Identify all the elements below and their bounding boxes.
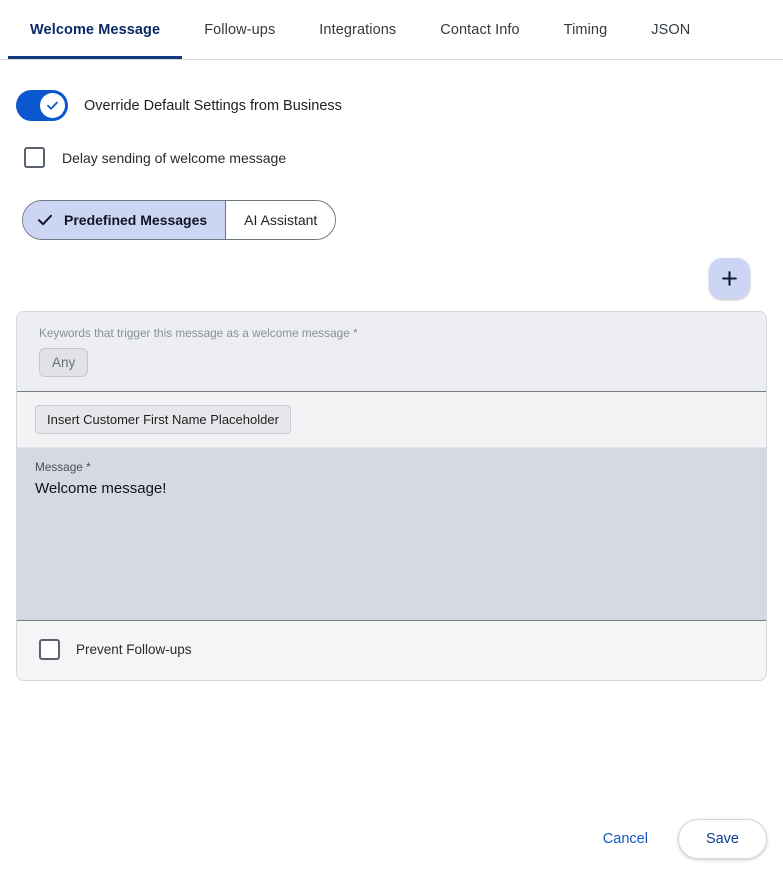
segment-label: AI Assistant	[244, 212, 318, 228]
delay-sending-label: Delay sending of welcome message	[62, 149, 287, 166]
message-input[interactable]	[17, 448, 766, 621]
cancel-button[interactable]: Cancel	[587, 821, 664, 857]
tab-label: Welcome Message	[30, 21, 161, 38]
tab-integrations[interactable]	[297, 0, 418, 59]
plus-icon	[720, 269, 739, 288]
prevent-followups-row	[17, 621, 766, 680]
segment-label: Predefined Messages	[64, 212, 208, 228]
segment-ai-assistant[interactable]	[225, 201, 335, 239]
tab-follow-ups[interactable]	[182, 0, 297, 59]
message-value: Welcome message!	[35, 480, 167, 497]
override-settings-toggle[interactable]	[16, 90, 68, 121]
delay-sending-row	[16, 147, 767, 168]
welcome-message-panel	[0, 90, 783, 681]
delay-sending-checkbox[interactable]	[24, 147, 45, 168]
check-icon	[37, 212, 53, 228]
tab-bar	[0, 0, 783, 60]
insert-first-name-placeholder-button[interactable]: Insert Customer First Name Placeholder	[35, 405, 291, 434]
tab-contact-info[interactable]	[418, 0, 541, 59]
tab-timing[interactable]	[542, 0, 630, 59]
override-settings-row	[16, 90, 767, 121]
tab-welcome-message[interactable]	[8, 0, 182, 59]
tab-label: JSON	[651, 21, 691, 38]
toggle-knob	[40, 93, 65, 118]
tab-json[interactable]	[629, 0, 712, 59]
tab-label: Follow-ups	[204, 21, 276, 38]
check-icon	[46, 99, 59, 112]
message-card	[16, 311, 767, 681]
save-button[interactable]: Save	[678, 819, 767, 859]
placeholder-toolbar	[17, 392, 766, 448]
keywords-label: Keywords that trigger this message as a welcome message *	[39, 326, 358, 340]
add-message-row	[16, 258, 767, 299]
add-message-button[interactable]	[709, 258, 750, 299]
segment-predefined-messages[interactable]	[23, 201, 225, 239]
override-settings-label: Override Default Settings from Business	[84, 97, 342, 114]
message-label: Message *	[35, 460, 91, 474]
prevent-followups-checkbox[interactable]	[39, 639, 60, 660]
dialog-actions	[587, 819, 767, 859]
tab-label: Contact Info	[440, 21, 520, 38]
prevent-followups-label: Prevent Follow-ups	[76, 642, 192, 657]
keywords-field[interactable]	[17, 312, 766, 392]
keyword-chip-any[interactable]: Any	[39, 348, 88, 377]
message-mode-segmented-control	[22, 200, 336, 240]
tab-label: Integrations	[319, 21, 397, 38]
tab-label: Timing	[563, 21, 608, 38]
